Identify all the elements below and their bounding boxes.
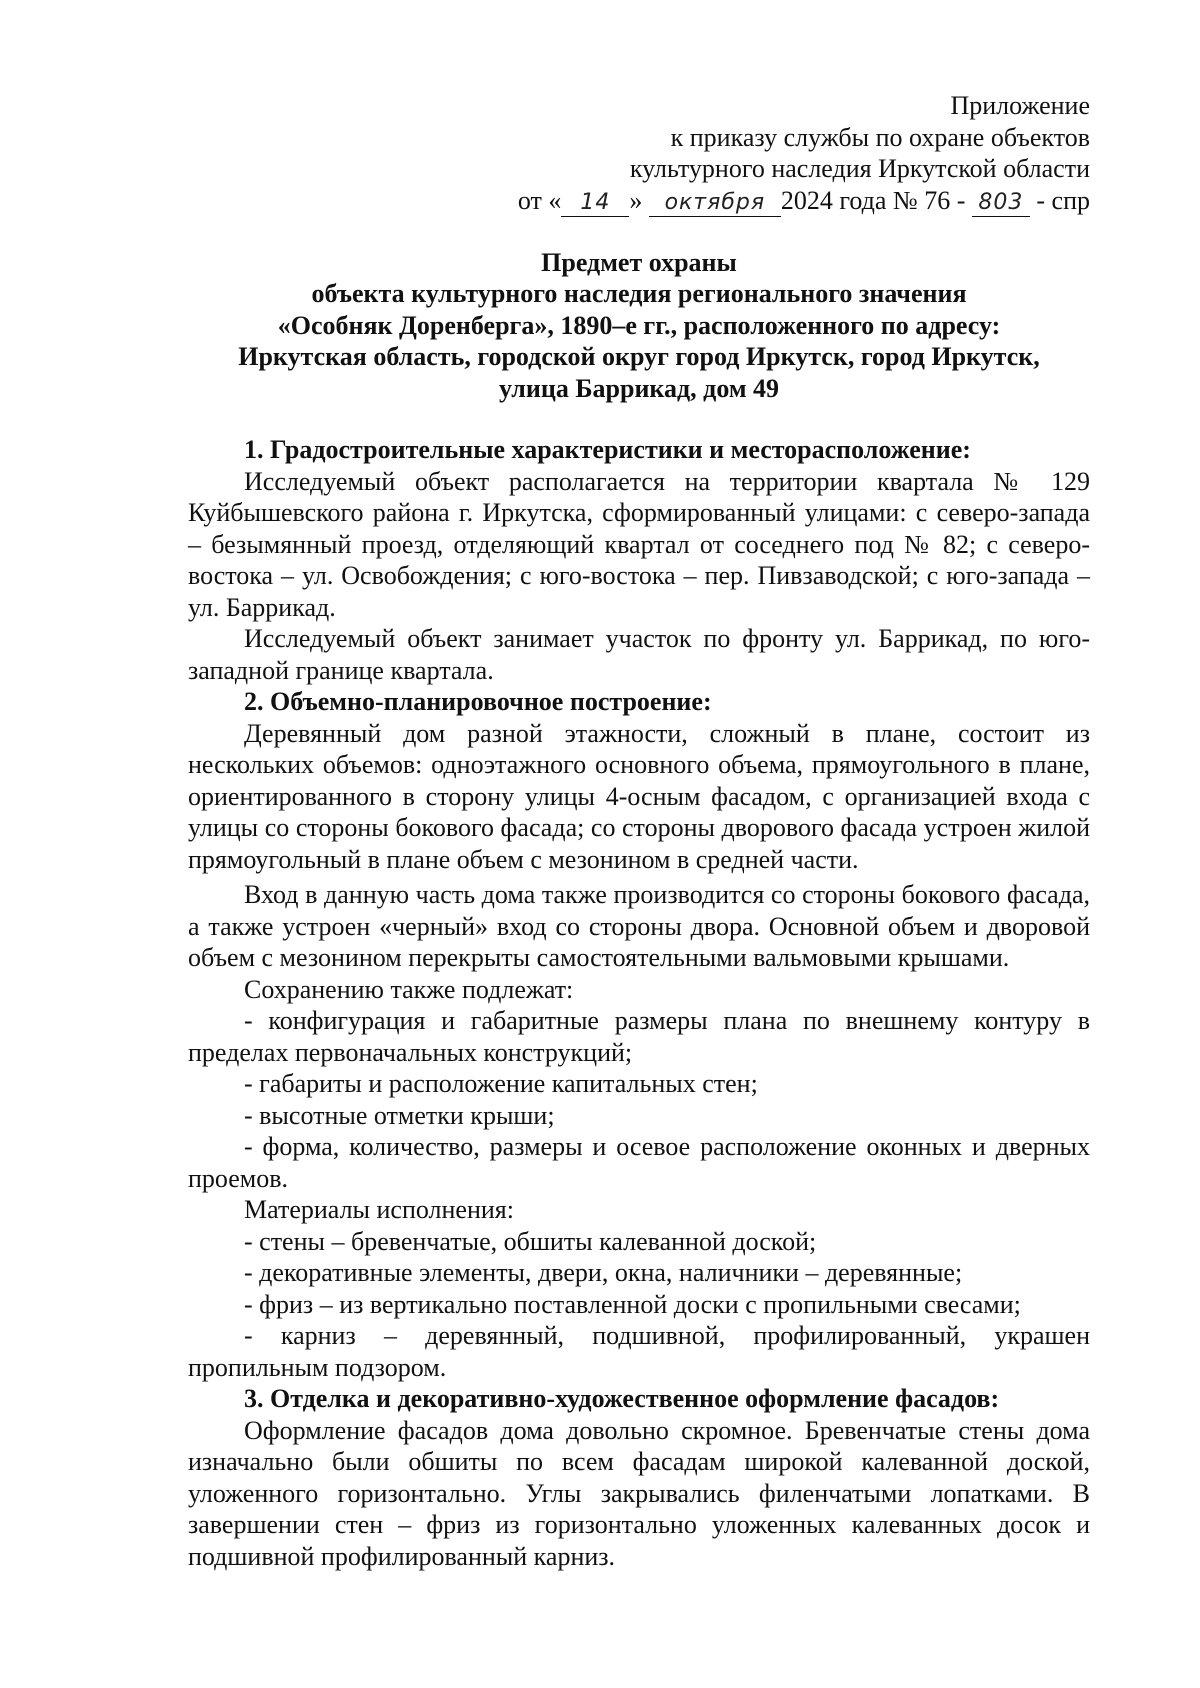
list-item: - стены – бревенчатые, обшиты калеванной доской; <box>244 1226 817 1256</box>
date-mid: » <box>629 185 643 215</box>
section-3-heading: 3. Отделка и декоративно-художественное оформление фасадов: <box>244 1384 1000 1413</box>
section-1-paragraph-2: Исследуемый объект занимает участок по фронту ул. Баррикад, по юго-западной границе квартала. <box>188 624 1090 685</box>
list-item: - форма, количество, размеры и осевое расположение оконных и дверных проемов. <box>188 1132 1090 1193</box>
document-title <box>188 247 1090 405</box>
title-line-5: улица Баррикад, дом 49 <box>498 373 780 403</box>
section-2-heading: 2. Объемно-планировочное построение: <box>244 687 712 716</box>
list-item: - высотные отметки крыши; <box>244 1100 555 1130</box>
handwritten-number: 803 <box>972 190 1030 217</box>
appendix-header <box>188 90 1090 217</box>
list-item: - декоративные элементы, двери, окна, наличники – деревянные; <box>244 1258 963 1287</box>
handwritten-month: октября <box>649 190 781 217</box>
year-text: 2024 года № 76 - <box>780 185 966 215</box>
materials-intro: Материалы исполнения: <box>244 1195 514 1224</box>
section-2-paragraph-1: Деревянный дом разной этажности, сложный в плане, состоит из нескольких объемов: одноэтажного основного объема, прямоугольного в плане, ориентированного в сторону улицы 4-осным фасадом, с организацией входа с улицы со стороны бокового фасада; со стороны дворового фасада устроен жилой прямоугольный в плане объем с мезонином в средней части. <box>188 718 1090 874</box>
order-suffix: - спр <box>1036 185 1090 215</box>
list-item: - конфигурация и габаритные размеры плана по внешнему контуру в пределах первоначальных конструкций; <box>188 1006 1090 1067</box>
keep-intro: Сохранению также подлежат: <box>244 974 574 1004</box>
appendix-title: Приложение <box>950 91 1090 120</box>
section-2-paragraph-2: Вход в данную часть дома также производится со стороны бокового фасада, а также устроен «черный» вход со стороны двора. Основной объем и дворовой объем с мезонином перекрыты самостоятельными вальмовыми крышами. <box>188 880 1090 972</box>
handwritten-day: 14 <box>561 190 629 217</box>
appendix-date-line <box>188 185 1090 217</box>
section-1-paragraph-1: Исследуемый объект располагается на территории квартала № 129 Куйбышевского района г. Иркутска, сформированный улицами: с северо-запада – безымянный проезд, отделяющий квартал от соседнего под № 82; с северо-востока – ул. Освобождения; с юго-востока – пер. Пивзаводской; с юго-запада – ул. Баррикад. <box>188 466 1090 622</box>
title-line-4: Иркутская область, городской округ город Иркутск, город Иркутск, <box>238 342 1040 371</box>
title-line-3: «Особняк Доренберга», 1890–е гг., расположенного по адресу: <box>277 310 1001 340</box>
list-item: - фриз – из вертикально поставленной доски с пропильными свесами; <box>244 1289 1021 1319</box>
appendix-region-line: культурного наследия Иркутской области <box>629 154 1090 183</box>
title-line-1: Предмет охраны <box>541 247 737 277</box>
title-line-2: объекта культурного наследия регионального значения <box>311 279 967 308</box>
list-item: - карниз – деревянный, подшивной, профилированный, украшен пропильным подзором. <box>188 1321 1090 1382</box>
section-3-paragraph-1: Оформление фасадов дома довольно скромное. Бревенчатые стены дома изначально были обшиты по всем фасадам широкой калеванной доской, уложенного горизонтально. Углы закрывались филенчатыми лопатками. В завершении стен – фриз из горизонтально уложенных калеванных досок и подшивной профилированный карниз. <box>188 1415 1090 1571</box>
list-item: - габариты и расположение капитальных стен; <box>244 1069 758 1098</box>
date-prefix: от « <box>517 185 562 215</box>
section-1-heading: 1. Градостроительные характеристики и месторасположение: <box>244 435 971 464</box>
appendix-order-line: к приказу службы по охране объектов <box>670 122 1090 152</box>
